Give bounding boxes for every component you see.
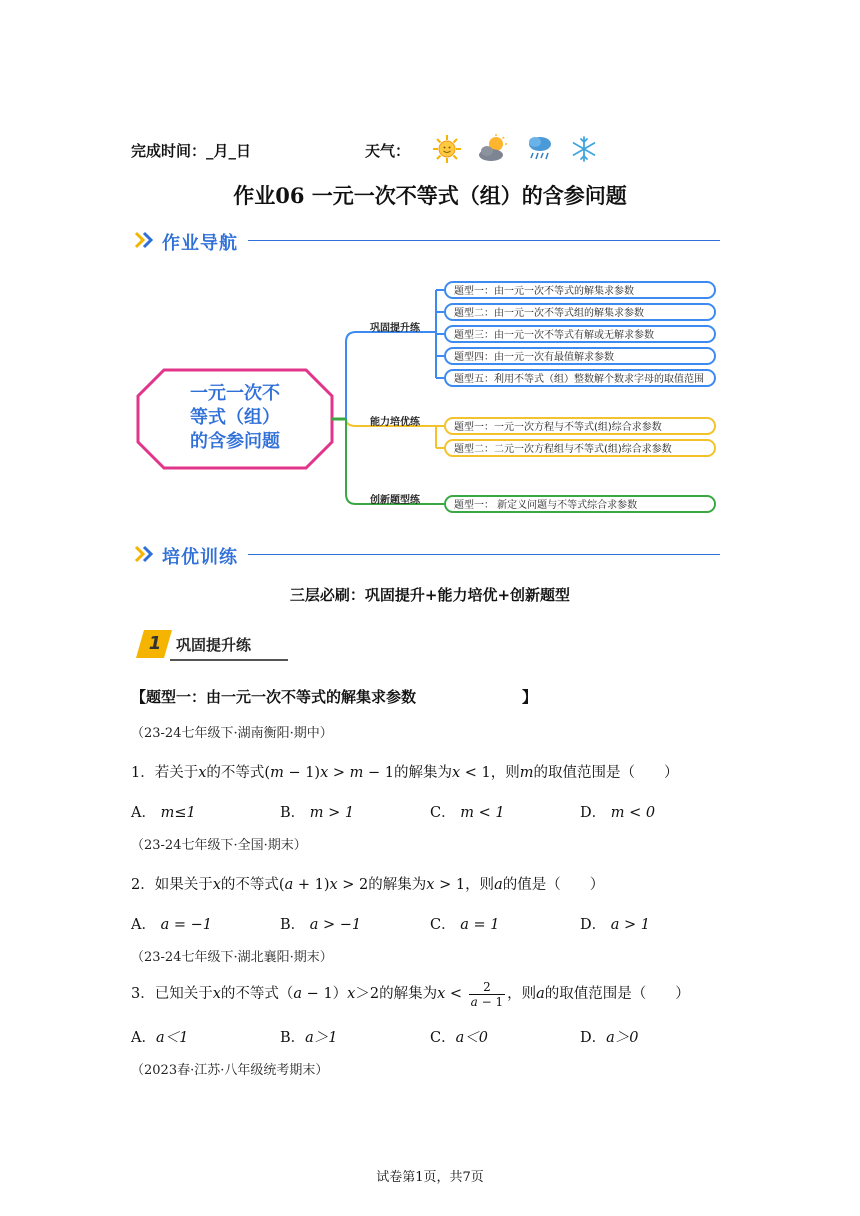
mindmap-item: 题型四：由一元一次有最值解求参数 [444,347,716,365]
banner-underline [170,659,288,661]
question-text: 的值是（ ） [502,877,605,893]
question-text: 已知关于 [154,986,213,1002]
page-footer: 试卷第1页，共7页 [376,1170,484,1185]
mindmap-item: 题型三：由一元一次不等式有解或无解求参数 [444,325,716,343]
center-line: 的含参问题 [190,431,280,452]
mindmap-item: 题型五：利用不等式（组）整数解个数求字母的取值范围 [444,369,716,387]
question-text: 的解集为 [379,986,438,1002]
option-d: D．a＞0 [580,1030,639,1046]
mindmap-item: 题型二：二元一次方程组与不等式(组)综合求参数 [444,439,716,457]
option-c: C．a＜0 [430,1030,488,1046]
option-d: D． a > 1 [580,917,650,933]
mindmap-item: 题型一： 新定义问题与不等式综合求参数 [444,495,716,513]
banner-text: 巩固提升练 [176,636,252,654]
rain-icon [526,134,554,164]
weather-label: 天气： [365,142,411,160]
branch-label-ability: 能力培优练 [370,417,420,428]
question-text: 的不等式 [220,877,279,893]
option-b: B．a＞1 [280,1030,338,1046]
double-chevron-icon [134,230,156,250]
question-text: 的不等式（ [220,986,294,1002]
center-line: 等式（组） [190,407,280,428]
section-title-nav: 作业导航 [162,233,238,254]
question-text: 的不等式 [206,765,265,781]
mindmap-item: 题型二：由一元一次不等式组的解集求参数 [444,303,716,321]
option-a: A．a＜1 [131,1030,189,1046]
question-3: 3．已知关于x的不等式（a − 1）x＞2的解集为x < $\frac{2}{a - 1}$ ，则a的取值范围是（ ） [131,979,690,1009]
mindmap [130,262,730,530]
question-text: ，则 [490,765,520,781]
center-line: 一元一次不 [190,383,280,404]
double-chevron-icon [134,544,156,564]
section-divider [248,240,720,241]
question-text: 如果关于 [154,877,213,893]
question-text: ，则 [507,986,537,1002]
option-b: B． m > 1 [280,805,355,821]
section-divider [248,554,720,555]
sun-icon [432,134,462,164]
question-source: （23-24七年级下·湖北襄阳·期末） [131,950,333,965]
mindmap-item: 题型一：一元一次方程与不等式(组)综合求参数 [444,417,716,435]
mindmap-item: 题型一：由一元一次不等式的解集求参数 [444,281,716,299]
question-1: 1．若关于x的不等式(m − 1)x > m − 1的解集为x < 1，则m的取值范围是（ ） [131,765,679,781]
completion-time-label: 完成时间：_月_日 [131,142,252,160]
section-banner [134,628,288,662]
branch-label-consolidate: 巩固提升练 [370,323,420,334]
question-text: 的取值范围是（ ） [544,986,690,1002]
type-header-close: 】 [522,688,538,706]
question-text: 的解集为 [368,877,427,893]
question-number: 3． [131,986,155,1002]
question-source: （23-24七年级下·湖南衡阳·期中） [131,726,333,741]
snow-icon [570,135,598,163]
option-c: C． m < 1 [430,805,505,821]
option-b: B． a > −1 [280,917,362,933]
section-title-train: 培优训练 [162,547,238,568]
question-number: 2． [131,877,155,893]
banner-number: 1 [148,633,162,654]
question-2: 2．如果关于x的不等式(a + 1)x > 2的解集为x > 1，则a的值是（ ） [131,877,605,893]
question-text: 若关于 [154,765,199,781]
option-d: D． m < 0 [580,805,656,821]
question-source: （2023春·江苏·八年级统考期末） [131,1063,329,1078]
partly-cloudy-icon [477,134,511,164]
page-title: 作业06 一元一次不等式（组）的含参问题 [233,183,627,208]
subtitle: 三层必刷：巩固提升+能力培优+创新题型 [289,586,571,604]
question-text: 的解集为 [394,765,452,781]
branch-label-innovation: 创新题型练 [370,495,420,506]
question-source: （23-24七年级下·全国·期末） [131,838,307,853]
fraction: $\frac{2}{a - 1}$ [470,979,504,1009]
option-a: A． m≤1 [131,805,196,821]
question-number: 1． [131,765,155,781]
question-text: 的取值范围是（ ） [533,765,679,781]
mindmap-center [138,382,332,454]
question-text: ，则 [465,877,495,893]
option-c: C． a = 1 [430,917,500,933]
type-header: 【题型一：由一元一次不等式的解集求参数 [131,688,417,706]
option-a: A． a = −1 [131,917,212,933]
